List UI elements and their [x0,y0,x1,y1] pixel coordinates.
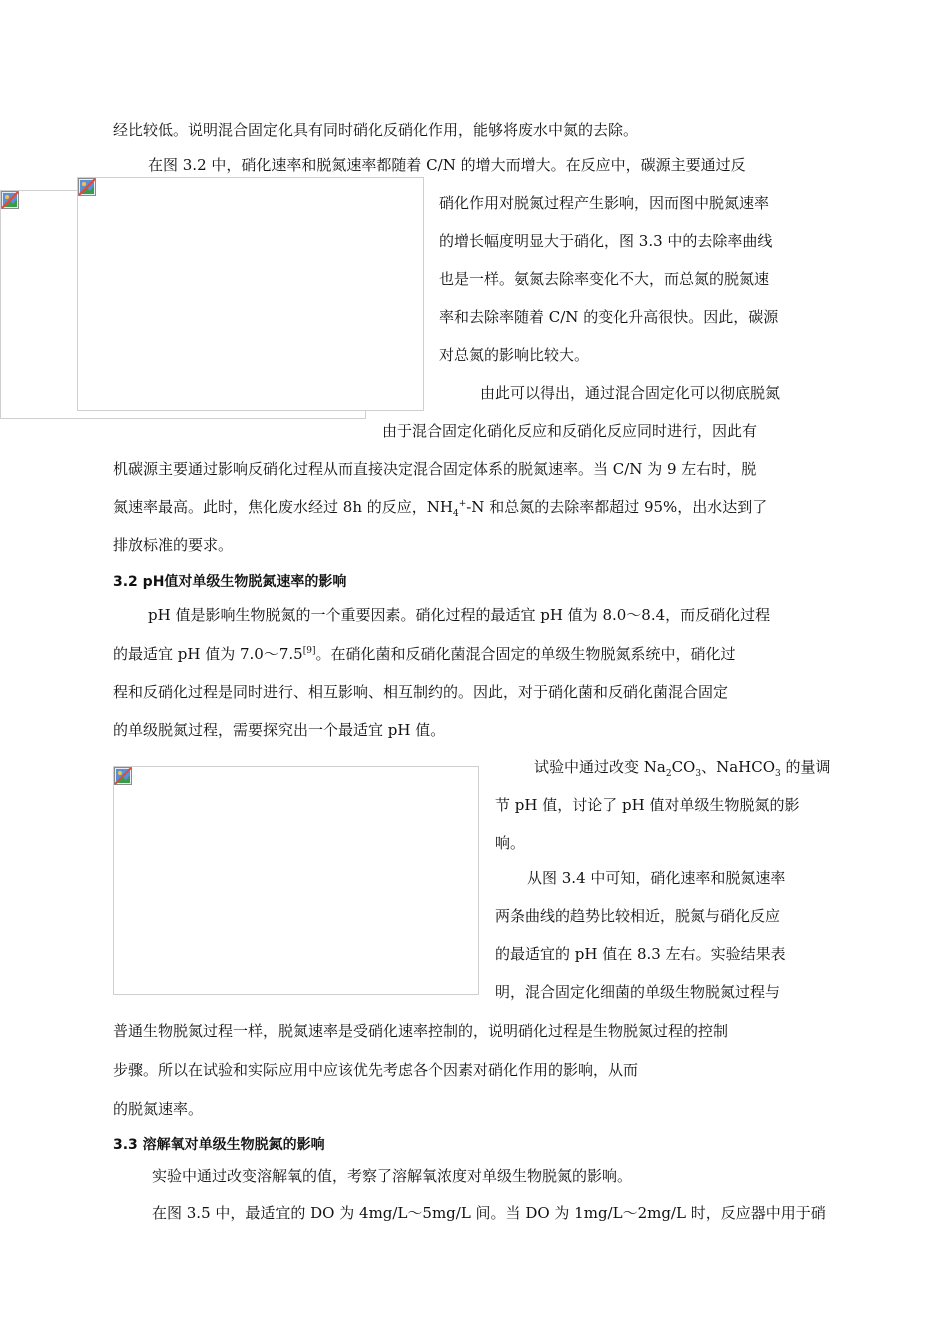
paragraph-line: 实验中通过改变溶解氧的值，考察了溶解氧浓度对单级生物脱氮的影响。 [152,1167,633,1185]
paragraph-line: 的最适宜 pH 值为 7.0～7.5[9]。在硝化菌和反硝化菌混合固定的单级生物脱氮系统中，硝化过 [113,645,736,663]
paragraph-line: 步骤。所以在试验和实际应用中应该优先考虑各个因素对硝化作用的影响，从而 [113,1061,639,1079]
paragraph-line: 的单级脱氮过程，需要探究出一个最适宜 pH 值。 [113,721,446,739]
paragraph-line: 节 pH 值，讨论了 pH 值对单级生物脱氮的影 [495,796,800,814]
figure-placeholder [113,766,479,995]
paragraph-line: 试验中通过改变 $Na_2CO_3$、NaHCO$_3$ 的量调 [534,758,831,779]
paragraph-line: 硝化作用对脱氮过程产生影响，因而图中脱氮速率 [439,194,770,212]
paragraph-line: 在图 3.5 中，最适宜的 DO 为 4mg/L～5mg/L 间。当 DO 为 1mg/L～2mg/L 时，反应器中用于硝 [152,1204,826,1222]
paragraph-line: 也是一样。氨氮去除率变化不大，而总氮的脱氮速 [439,270,770,288]
paragraph-line: 两条曲线的趋势比较相近，脱氮与硝化反应 [495,907,781,925]
paragraph-line: 的脱氮速率。 [113,1100,204,1118]
paragraph-line: 由此可以得出，通过混合固定化可以彻底脱氮 [480,384,781,402]
paragraph-line: 率和去除率随着 C/N 的变化升高很快。因此，碳源 [439,308,779,326]
paragraph-line: 响。 [495,834,526,852]
paragraph-line: 由于混合固定化硝化反应和反硝化反应同时进行，因此有 [382,422,758,440]
paragraph-line: 的增长幅度明显大于硝化，图 3.3 中的去除率曲线 [439,232,773,250]
paragraph-line: 对总氮的影响比较大。 [439,346,590,364]
broken-image-icon [114,767,132,785]
paragraph-line: 明，混合固定化细菌的单级生物脱氮过程与 [495,983,781,1001]
paragraph-line: 在图 3.2 中，硝化速率和脱氮速率都随着 C/N 的增大而增大。在反应中，碳源主要通过反 [148,156,746,174]
figure-placeholder [77,177,424,411]
broken-image-icon [1,191,19,209]
paragraph-line: 排放标准的要求。 [113,536,234,554]
paragraph-line: 机碳源主要通过影响反硝化过程从而直接决定混合固定体系的脱氮速率。当 C/N 为 9 左右时，脱 [113,460,757,478]
paragraph-line: 程和反硝化过程是同时进行、相互影响、相互制约的。因此，对于硝化菌和反硝化菌混合固定 [113,683,729,701]
paragraph-line: 的最适宜的 pH 值在 8.3 左右。实验结果表 [495,945,786,963]
paragraph-line: 经比较低。说明混合固定化具有同时硝化反硝化作用，能够将废水中氮的去除。 [113,121,639,139]
section-heading: 3.3 溶解氧对单级生物脱氮的影响 [113,1137,325,1153]
paragraph-line: 从图 3.4 中可知，硝化速率和脱氮速率 [527,869,786,887]
section-heading: 3.2 pH值对单级生物脱氮速率的影响 [113,574,347,590]
paragraph-line: 普通生物脱氮过程一样，脱氮速率是受硝化速率控制的，说明硝化过程是生物脱氮过程的控制 [113,1022,729,1040]
paragraph-line: 氮速率最高。此时，焦化废水经过 8h 的反应，$NH_4^+-N$ 和总氮的去除率都超过 95%，出水达到了 [113,498,768,519]
paragraph-line: pH 值是影响生物脱氮的一个重要因素。硝化过程的最适宜 pH 值为 8.0～8.4，而反硝化过程 [148,606,771,624]
broken-image-icon [78,178,96,196]
